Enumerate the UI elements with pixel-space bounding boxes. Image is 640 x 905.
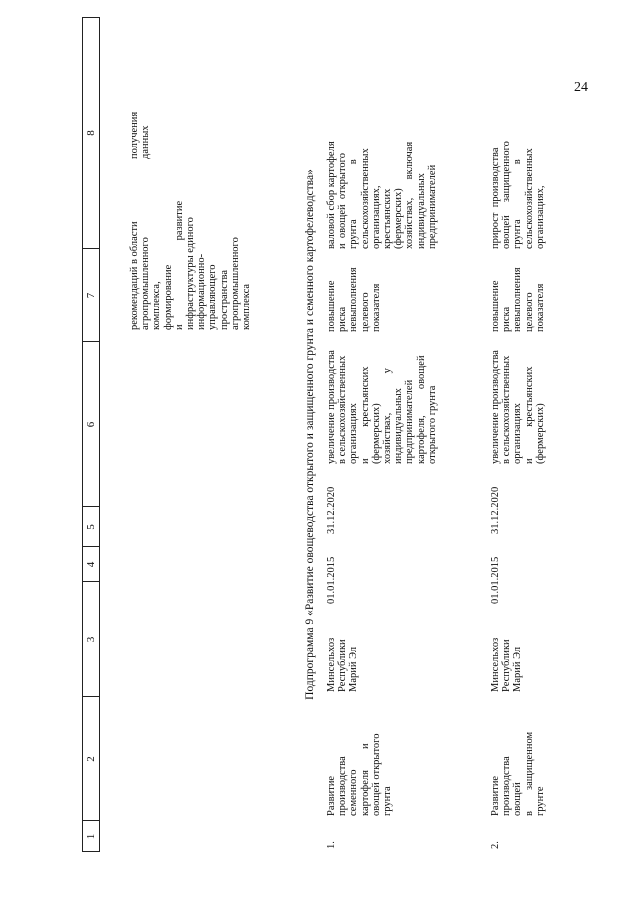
subprogram-title: Подпрограмма 9 «Развитие овощеводства открытого и защищенного грунта и семенного картофелеводства»	[304, 169, 316, 700]
row-start-date: 01.01.2015	[490, 556, 501, 604]
rotated-table-page	[82, 17, 587, 852]
row-consequence: повышение риска невыполнения целевого показателя	[326, 267, 382, 332]
row-indicator: валовой сбор картофеля и овощей открытого грунта в сельскохозяйственных организациях, крестьянских (фермерских) хозяйствах, включая индивидуальных предпринимателей	[326, 141, 438, 249]
column-header: 7	[85, 292, 97, 299]
column-header: 8	[85, 130, 97, 136]
row-consequence: повышение риска невыполнения целевого показателя	[490, 267, 546, 332]
row-start-date: 01.01.2015	[326, 556, 337, 604]
row-executor: Минсельхоз Республики Марий Эл	[326, 637, 360, 692]
row-name: Развитие производства семенного картофеля и овощей открытого грунта	[326, 733, 394, 816]
continuation-cell-data: получения данных	[129, 111, 152, 159]
row-result: увеличение производства в сельскохозяйственных организациях и крестьянских (фермерских)	[490, 350, 546, 464]
table-top-border	[82, 17, 83, 852]
row-indicator: прирост производства овощей защищенного грунта в сельскохозяйственных организациях,	[490, 141, 546, 249]
row-result: увеличение производства в сельскохозяйственных организациях и крестьянских (фермерских) хозяйствах, у индивидуальных предпринимателей картофеля, овощей открытого грунта	[326, 350, 438, 464]
row-executor: Минсельхоз Республики Марий Эл	[490, 637, 524, 692]
column-header: 3	[85, 636, 97, 643]
column-header: 5	[85, 524, 97, 530]
row-name: Развитие производства овощей в защищенном грунте	[490, 731, 546, 816]
page-number: 24	[574, 80, 588, 95]
column-header: 6	[85, 421, 97, 428]
row-end-date: 31.12.2020	[490, 486, 501, 534]
column-header: 4	[85, 561, 97, 568]
continuation-cell-result: рекомендаций в области агропромышленного комплекса, формирование и развитие инфраструктуры единого информационно- управляющего пространства агропромышленного комплекса	[129, 200, 253, 330]
column-header: 2	[85, 756, 97, 762]
row-end-date: 31.12.2020	[326, 486, 337, 534]
row-number: 2.	[490, 841, 501, 849]
header-bottom-border	[99, 17, 100, 852]
row-number: 1.	[326, 841, 337, 849]
column-header: 1	[85, 833, 97, 840]
